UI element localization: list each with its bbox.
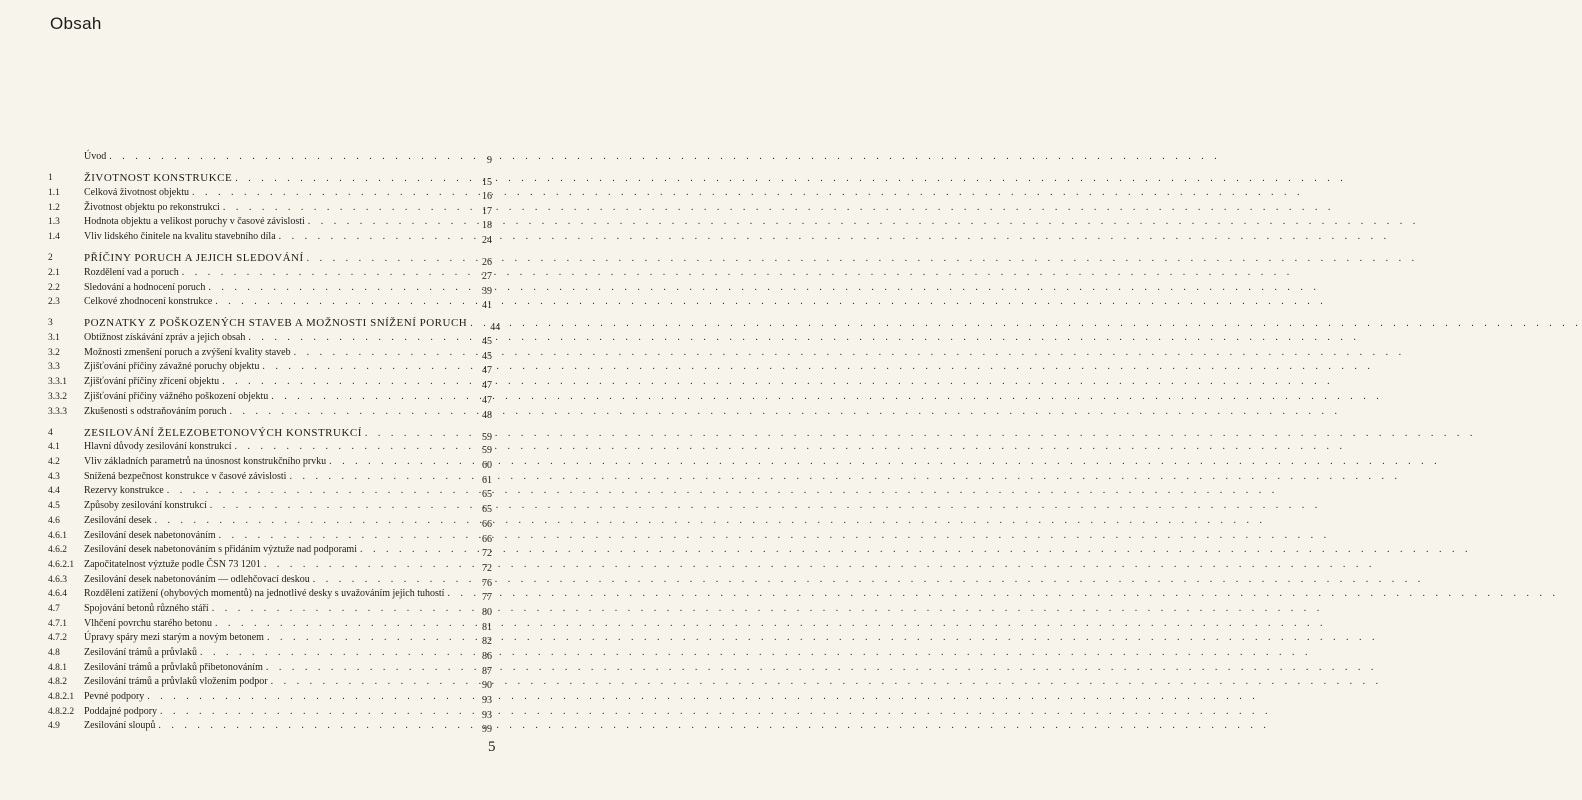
dot-leader — [109, 150, 468, 165]
toc-entry-number: 3.3.3 — [48, 406, 67, 417]
toc-entry-page: 9 — [487, 155, 492, 166]
toc-entry — [84, 171, 492, 187]
toc-entry — [84, 690, 492, 705]
toc-entry-row — [0, 470, 534, 485]
toc-entry-title: Vliv lidského činitele na kvalitu stavebního díla — [84, 230, 276, 242]
toc-entry-row — [0, 573, 534, 588]
dot-leader — [229, 405, 468, 420]
toc-entry-page: 65 — [482, 504, 492, 516]
toc-entry-row — [0, 675, 534, 690]
toc-entry — [84, 360, 492, 375]
toc-entry-row — [0, 661, 534, 676]
toc-entry-title: POZNATKY Z POŠKOZENÝCH STAVEB A MOŽNOSTI SNÍŽENÍ PORUCH — [84, 317, 468, 330]
toc-entry-title: Celková životnost objektu — [84, 186, 189, 198]
toc-entry-title: Vliv základních parametrů na únosnost konstrukčního prvku — [84, 456, 327, 468]
toc-entry-number: 2.3 — [48, 297, 60, 308]
dot-leader — [248, 331, 468, 346]
toc-entry-title: Hlavní důvody zesilování konstrukcí — [84, 441, 232, 453]
toc-entry-row — [0, 375, 534, 390]
dot-leader — [360, 543, 468, 558]
toc-entry-number: 4.7.1 — [48, 618, 67, 629]
toc-entry-row — [0, 295, 534, 310]
toc-entry — [84, 230, 492, 245]
toc-entry-page: 41 — [482, 300, 492, 312]
dot-leader — [167, 484, 468, 499]
toc-entry-number: 4.8.1 — [48, 662, 67, 673]
toc-entry-number: 4.5 — [48, 501, 60, 512]
toc-entry-row — [0, 631, 534, 646]
toc-entry-row — [0, 346, 534, 361]
toc-entry-row — [0, 215, 534, 230]
toc-entry — [84, 529, 492, 544]
toc-entry-number: 3.3.2 — [48, 391, 67, 402]
toc-entry-number: 4.6.2.1 — [48, 559, 75, 570]
toc-entry-number: 4.6.2 — [48, 545, 67, 556]
toc-entry-page: 59 — [482, 431, 492, 443]
toc-entry — [84, 405, 492, 420]
toc-entry-title: Zjišťování příčiny vážného poškození objektu — [84, 390, 269, 402]
dot-leader — [307, 252, 468, 267]
toc-chapter-row — [0, 251, 534, 269]
toc-entry — [84, 150, 492, 165]
toc-entry-page: 47 — [482, 365, 492, 377]
toc-entry-page: 61 — [482, 474, 492, 486]
toc-entry — [84, 587, 492, 602]
dot-leader — [215, 295, 468, 310]
toc-entry-number: 4.1 — [48, 442, 60, 453]
toc-entry — [84, 646, 492, 661]
toc-entry — [84, 543, 492, 558]
toc-entry-title: Zkušenosti s odstraňováním poruch — [84, 405, 227, 417]
dot-leader — [235, 172, 468, 187]
dot-leader — [308, 215, 468, 230]
toc-entry — [84, 499, 492, 514]
toc-entry — [84, 375, 492, 390]
toc-entry-row — [0, 543, 534, 558]
toc-entry-page: 16 — [482, 190, 492, 202]
toc-entry-title: Rozdělení vad a poruch — [84, 266, 179, 278]
toc-entry-number: 3.1 — [48, 333, 60, 344]
toc-entry — [84, 484, 492, 499]
toc-entry — [84, 390, 492, 405]
toc-entry-number: 4.6.3 — [48, 574, 67, 585]
toc-entry-title: ŽIVOTNOST KONSTRUKCE — [84, 172, 233, 185]
toc-entry-page: 45 — [482, 336, 492, 348]
toc-entry — [84, 186, 492, 201]
toc-entry-number: 4.8.2.2 — [48, 706, 75, 717]
toc-entry-page: 39 — [482, 285, 492, 297]
toc-entry-number: 4.7 — [48, 603, 60, 614]
toc-entry-page: 80 — [482, 606, 492, 618]
toc-entry — [84, 470, 492, 485]
toc-entry-title: Možnosti zmenšení poruch a zvýšení kvality staveb — [84, 346, 291, 358]
toc-entry-title: Celkové zhodnocení konstrukce — [84, 296, 213, 308]
toc-entry — [84, 266, 492, 281]
dot-leader — [264, 558, 468, 573]
toc-entry-row — [0, 705, 534, 720]
dot-leader — [313, 573, 468, 588]
toc-entry-number: 3.3.1 — [48, 377, 67, 388]
toc-entry-page: 47 — [482, 394, 492, 406]
toc-entry-number: 4.4 — [48, 486, 60, 497]
toc-entry-page: 18 — [482, 220, 492, 232]
toc-entry — [84, 215, 492, 230]
toc-entry-number: 1.1 — [48, 187, 60, 198]
toc-chapter-row — [0, 171, 534, 189]
toc-entry-title: ZESILOVÁNÍ ŽELEZOBETONOVÝCH KONSTRUKCÍ — [84, 426, 362, 439]
toc-entry-title: Úpravy spáry mezi starým a novým betonem — [84, 632, 264, 644]
dot-leader — [208, 281, 468, 296]
toc-entry-number: 2 — [48, 253, 53, 264]
toc-entry — [84, 602, 492, 617]
toc-entry-title: Zesilování desek nabetonováním — odlehčovací deskou — [84, 573, 310, 585]
toc-entry-number: 4.9 — [48, 721, 60, 732]
toc-entry-row — [0, 719, 534, 734]
dot-leader — [223, 201, 468, 216]
dot-leader — [234, 440, 468, 455]
toc-entry-title: Zesilování sloupů — [84, 720, 156, 732]
toc-entry-number: 2.2 — [48, 282, 60, 293]
dot-leader — [154, 514, 468, 529]
toc-entry-title: Spojování betonů různého stáří — [84, 602, 209, 614]
toc-entry-number: 4 — [48, 427, 53, 438]
toc-entry — [84, 455, 492, 470]
toc-entry-number: 3.2 — [48, 347, 60, 358]
toc-entry-title: Snížená bezpečnost konstrukce v časové závislosti — [84, 470, 287, 482]
toc-entry-title: PŘÍČINY PORUCH A JEJICH SLEDOVÁNÍ — [84, 252, 304, 265]
dot-leader — [262, 360, 468, 375]
toc-entry-number: 3 — [48, 318, 53, 329]
toc-entry-number: 2.1 — [48, 267, 60, 278]
dot-leader — [365, 427, 468, 442]
toc-entry-page: 90 — [482, 680, 492, 692]
toc-chapter-row — [0, 316, 534, 334]
dot-leader — [294, 346, 468, 361]
toc-entry-title: Sledování a hodnocení poruch — [84, 281, 206, 293]
toc-entry-title: Hodnota objektu a velikost poruchy v časové závislosti — [84, 216, 305, 228]
toc-entry-row — [0, 201, 534, 216]
toc-entry-title: Zesilování desek nabetonováním s přidáním výztuže nad podporami — [84, 544, 357, 556]
toc-entry-number: 4.8.2.1 — [48, 692, 75, 703]
toc-entry — [84, 295, 492, 310]
toc-entry-row — [0, 617, 534, 632]
toc-entry-page: 87 — [482, 665, 492, 677]
toc-entry-page: 72 — [482, 548, 492, 560]
toc-entry — [84, 558, 492, 573]
toc-entry-page: 27 — [482, 270, 492, 282]
toc-entry-row — [0, 587, 534, 602]
toc-entry-page: 59 — [482, 445, 492, 457]
toc-entry-page: 65 — [482, 489, 492, 501]
toc-entry-row — [0, 360, 534, 375]
toc-entry-title: Úvod — [84, 151, 107, 162]
dot-leader — [160, 705, 468, 720]
toc-entry-row — [0, 499, 534, 514]
toc-entry-page: 60 — [482, 460, 492, 472]
toc-entry-page: 24 — [482, 234, 492, 246]
toc-entry — [84, 514, 492, 529]
dot-leader — [289, 470, 468, 485]
toc-entry-row — [0, 484, 534, 499]
toc-entry-page: 76 — [482, 577, 492, 589]
toc-entry-title: Vlhčení povrchu starého betonu — [84, 617, 213, 629]
toc-entry-title: Zesilování desek — [84, 514, 152, 526]
toc-entry — [84, 719, 492, 734]
toc-entry-title: Zjišťování příčiny zřícení objektu — [84, 376, 220, 388]
toc-entry — [84, 251, 492, 267]
toc-entry-number: 1.2 — [48, 202, 60, 213]
toc-entry-page: 77 — [482, 592, 492, 604]
toc-entry-row — [0, 690, 534, 705]
toc-entry-row — [0, 558, 534, 573]
toc-entry-page: 44 — [490, 322, 501, 334]
toc-entry — [84, 316, 501, 334]
toc-entry — [84, 573, 492, 588]
dot-leader — [266, 661, 468, 676]
toc-entry-row — [0, 331, 534, 346]
page-number: 5 — [488, 739, 496, 755]
dot-leader — [192, 186, 468, 201]
dot-leader — [215, 617, 468, 632]
toc-entry-title: Způsoby zesilování konstrukcí — [84, 500, 207, 512]
toc-entry-number: 3.3 — [48, 362, 60, 373]
toc-entry-row — [0, 390, 534, 405]
toc-entry-page: 17 — [482, 205, 492, 217]
toc-entry-page: 26 — [482, 257, 492, 269]
toc-entry-title: Zesilování trámů a průvlaků přibetonováním — [84, 661, 263, 673]
toc-entry-title: Obtížnost získávání zpráv a jejich obsah — [84, 332, 246, 344]
dot-leader — [182, 266, 468, 281]
toc-entry-row — [0, 230, 534, 245]
toc-entry-row — [0, 281, 534, 296]
toc-entry — [84, 281, 492, 296]
dot-leader — [147, 690, 468, 705]
dot-leader — [267, 631, 468, 646]
toc-entry-row — [0, 455, 534, 470]
toc-entry-page: 45 — [482, 350, 492, 362]
toc-entry-page: 47 — [482, 380, 492, 392]
dot-leader — [158, 719, 468, 734]
toc-entry-number: 4.8.2 — [48, 677, 67, 688]
toc-entry-page: 93 — [482, 695, 492, 707]
toc-entry-number: 4.6 — [48, 515, 60, 526]
toc-entry-number: 1.4 — [48, 231, 60, 242]
toc-entry — [84, 661, 492, 676]
toc-entry — [84, 617, 492, 632]
toc-entry-title: Zesilování trámů a průvlaků — [84, 647, 198, 658]
toc-entry — [84, 705, 492, 720]
dot-leader — [219, 529, 468, 544]
dot-leader — [279, 230, 468, 245]
toc-entry-row — [0, 602, 534, 617]
toc-entry-page: 86 — [482, 651, 492, 662]
toc-entry-number: 4.2 — [48, 457, 60, 468]
dot-leader — [447, 587, 468, 602]
toc-entry — [84, 346, 492, 361]
toc-entry-row — [0, 150, 534, 165]
toc-entry — [84, 631, 492, 646]
toc-entry-row — [0, 514, 534, 529]
dot-leader — [222, 375, 468, 390]
toc-entry-title: Zesilování trámů a průvlaků vložením podpor — [84, 676, 268, 688]
dot-leader — [200, 646, 468, 661]
toc-entry-page: 81 — [482, 621, 492, 633]
toc-entry-row — [0, 529, 534, 544]
toc-entry-row — [0, 266, 534, 281]
toc-entry-page: 66 — [482, 533, 492, 545]
toc-chapter-row — [0, 426, 534, 441]
toc-entry-title: Pevné podpory — [84, 691, 145, 703]
toc-entry-row — [0, 646, 534, 661]
toc-entry — [84, 440, 492, 455]
toc-entry-title: Zjišťování příčiny závažné poruchy objektu — [84, 361, 260, 373]
toc-entry — [84, 675, 492, 690]
dot-leader — [212, 602, 468, 617]
toc-entry-number: 4.6.4 — [48, 589, 67, 600]
toc-entry-number: 1.3 — [48, 217, 60, 228]
toc-entry-number: 4.8 — [48, 648, 60, 658]
toc-entry-number: 4.3 — [48, 471, 60, 482]
toc-entry-title: Poddajné podpory — [84, 705, 158, 717]
toc-entry-row — [0, 405, 534, 420]
toc-entry-page: 82 — [482, 636, 492, 648]
toc-entry-page: 99 — [482, 724, 492, 736]
toc-entry-row — [0, 186, 534, 201]
toc-entry-title: Započitatelnost výztuže podle ČSN 73 1201 — [84, 558, 261, 570]
dot-leader — [271, 390, 468, 405]
toc-entry-page: 72 — [482, 562, 492, 574]
toc-entry-page: 15 — [482, 177, 492, 189]
toc-entry-title: Zesilování desek nabetonováním — [84, 529, 216, 541]
toc-entry-page: 93 — [482, 709, 492, 721]
toc-entry-title: Životnost objektu po rekonstrukci — [84, 201, 220, 213]
dot-leader — [271, 675, 468, 690]
toc-entry-title: Rozdělení zatížení (ohybových momentů) na jednotlivé desky s uvažováním jejich tuhostí — [84, 588, 445, 600]
toc-entry-number: 4.6.1 — [48, 530, 67, 541]
dot-leader — [329, 455, 468, 470]
toc-entry-page: 66 — [482, 518, 492, 530]
toc-entry — [84, 426, 492, 442]
toc-entry-page: 48 — [482, 409, 492, 421]
toc-entry-row — [0, 440, 534, 455]
toc-entry — [84, 201, 492, 216]
dot-leader — [210, 499, 468, 514]
page-title: Obsah — [50, 14, 102, 33]
toc-entry-number: 4.7.2 — [48, 633, 67, 644]
toc-entry — [84, 331, 492, 346]
toc-entry-title: Rezervy konstrukce — [84, 485, 164, 497]
toc-entry-number: 1 — [48, 173, 53, 184]
table-of-contents — [0, 150, 534, 734]
